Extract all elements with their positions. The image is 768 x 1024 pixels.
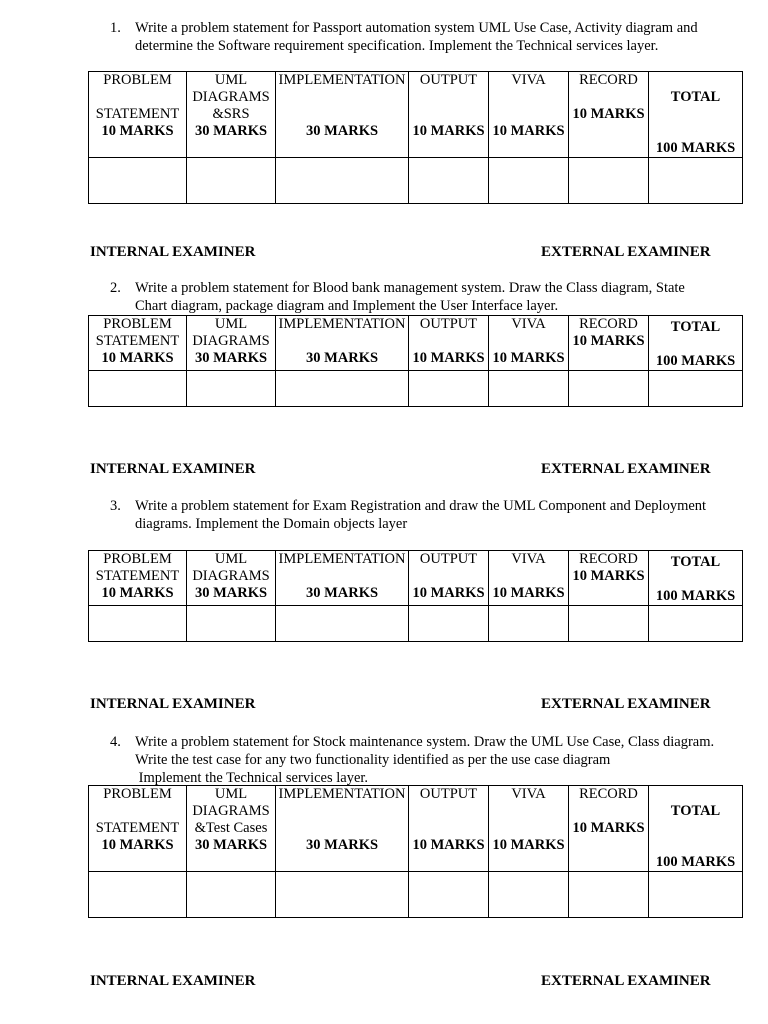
score-cell[interactable]	[89, 606, 187, 642]
header-cell-uml: UML DIAGRAMS &Test Cases 30 MARKS	[187, 786, 276, 872]
header-cell-viva: VIVA 10 MARKS	[489, 786, 569, 872]
internal-examiner-label: INTERNAL EXAMINER	[90, 244, 256, 260]
header-cell-implementation: IMPLEMENTATION 30 MARKS	[276, 72, 409, 158]
header-cell-output: OUTPUT 10 MARKS	[409, 72, 489, 158]
score-cell[interactable]	[89, 371, 187, 407]
question-1	[110, 19, 740, 55]
score-cell[interactable]	[409, 872, 489, 918]
header-cell-viva: VIVA 10 MARKS	[489, 72, 569, 158]
score-cell[interactable]	[409, 158, 489, 204]
score-cell[interactable]	[187, 606, 276, 642]
header-cell-uml: UML DIAGRAMS &SRS 30 MARKS	[187, 72, 276, 158]
internal-examiner-label: INTERNAL EXAMINER	[90, 696, 256, 712]
score-cell[interactable]	[569, 158, 649, 204]
internal-examiner-label: INTERNAL EXAMINER	[90, 461, 256, 477]
score-cell[interactable]	[89, 872, 187, 918]
marks-table-2	[88, 315, 742, 407]
header-cell-problem: PROBLEM STATEMENT 10 MARKS	[89, 551, 187, 606]
external-examiner-label: EXTERNAL EXAMINER	[541, 244, 711, 260]
score-cell[interactable]	[569, 872, 649, 918]
score-cell[interactable]	[489, 606, 569, 642]
question-number: 3.	[110, 498, 121, 514]
question-number: 2.	[110, 280, 121, 296]
header-cell-total: TOTAL 100 MARKS	[649, 72, 743, 158]
marks-table-1	[88, 71, 742, 204]
external-examiner-label: EXTERNAL EXAMINER	[541, 696, 711, 712]
header-cell-output: OUTPUT 10 MARKS	[409, 551, 489, 606]
score-cell[interactable]	[276, 606, 409, 642]
score-cell[interactable]	[649, 606, 743, 642]
header-cell-record: RECORD 10 MARKS	[569, 316, 649, 371]
header-cell-total: TOTAL 100 MARKS	[649, 316, 743, 371]
score-cell[interactable]	[89, 158, 187, 204]
question-number: 1.	[110, 20, 121, 36]
score-cell[interactable]	[276, 872, 409, 918]
score-cell[interactable]	[649, 371, 743, 407]
question-text-line: diagrams. Implement the Domain objects layer	[135, 516, 408, 532]
question-text-line: Write a problem statement for Exam Registration and draw the UML Component and Deployment	[135, 498, 707, 514]
header-cell-implementation: IMPLEMENTATION 30 MARKS	[276, 551, 409, 606]
header-cell-uml: UML DIAGRAMS 30 MARKS	[187, 551, 276, 606]
score-cell[interactable]	[489, 872, 569, 918]
score-cell[interactable]	[409, 371, 489, 407]
header-cell-problem: PROBLEM STATEMENT 10 MARKS	[89, 72, 187, 158]
score-cell[interactable]	[276, 371, 409, 407]
score-cell[interactable]	[409, 606, 489, 642]
score-cell[interactable]	[187, 872, 276, 918]
marks-table-3	[88, 550, 742, 642]
question-2	[110, 279, 740, 315]
question-text-line: Write a problem statement for Blood bank management system. Draw the Class diagram, State	[135, 280, 685, 296]
header-cell-viva: VIVA 10 MARKS	[489, 551, 569, 606]
question-text-line: Implement the Technical services layer.	[135, 770, 369, 786]
score-cell[interactable]	[489, 158, 569, 204]
question-4	[110, 733, 740, 787]
header-cell-total: TOTAL 100 MARKS	[649, 551, 743, 606]
score-cell[interactable]	[569, 371, 649, 407]
score-cell[interactable]	[569, 606, 649, 642]
score-cell[interactable]	[649, 158, 743, 204]
header-cell-output: OUTPUT 10 MARKS	[409, 316, 489, 371]
external-examiner-label: EXTERNAL EXAMINER	[541, 973, 711, 989]
question-text-line: Write the test case for any two functionality identified as per the use case diagram	[135, 752, 611, 768]
header-cell-implementation: IMPLEMENTATION 30 MARKS	[276, 316, 409, 371]
question-3	[110, 497, 740, 533]
score-cell[interactable]	[187, 158, 276, 204]
header-cell-uml: UML DIAGRAMS 30 MARKS	[187, 316, 276, 371]
question-text-line: Chart diagram, package diagram and Implement the User Interface layer.	[135, 298, 559, 314]
question-text-line: Write a problem statement for Passport automation system UML Use Case, Activity diagram and	[135, 20, 698, 36]
question-text-line: Write a problem statement for Stock maintenance system. Draw the UML Use Case, Class diagram.	[135, 734, 715, 750]
question-number: 4.	[110, 734, 121, 750]
score-cell[interactable]	[489, 371, 569, 407]
question-text-line: determine the Software requirement specification. Implement the Technical services layer.	[135, 38, 659, 54]
marks-table-4	[88, 785, 742, 918]
score-cell[interactable]	[276, 158, 409, 204]
header-cell-problem: PROBLEM STATEMENT 10 MARKS	[89, 316, 187, 371]
header-cell-total: TOTAL 100 MARKS	[649, 786, 743, 872]
header-cell-implementation: IMPLEMENTATION 30 MARKS	[276, 786, 409, 872]
header-cell-problem: PROBLEM STATEMENT 10 MARKS	[89, 786, 187, 872]
header-cell-record: RECORD 10 MARKS	[569, 72, 649, 158]
header-cell-viva: VIVA 10 MARKS	[489, 316, 569, 371]
internal-examiner-label: INTERNAL EXAMINER	[90, 973, 256, 989]
score-cell[interactable]	[649, 872, 743, 918]
header-cell-output: OUTPUT 10 MARKS	[409, 786, 489, 872]
external-examiner-label: EXTERNAL EXAMINER	[541, 461, 711, 477]
header-cell-record: RECORD 10 MARKS	[569, 786, 649, 872]
score-cell[interactable]	[187, 371, 276, 407]
header-cell-record: RECORD 10 MARKS	[569, 551, 649, 606]
